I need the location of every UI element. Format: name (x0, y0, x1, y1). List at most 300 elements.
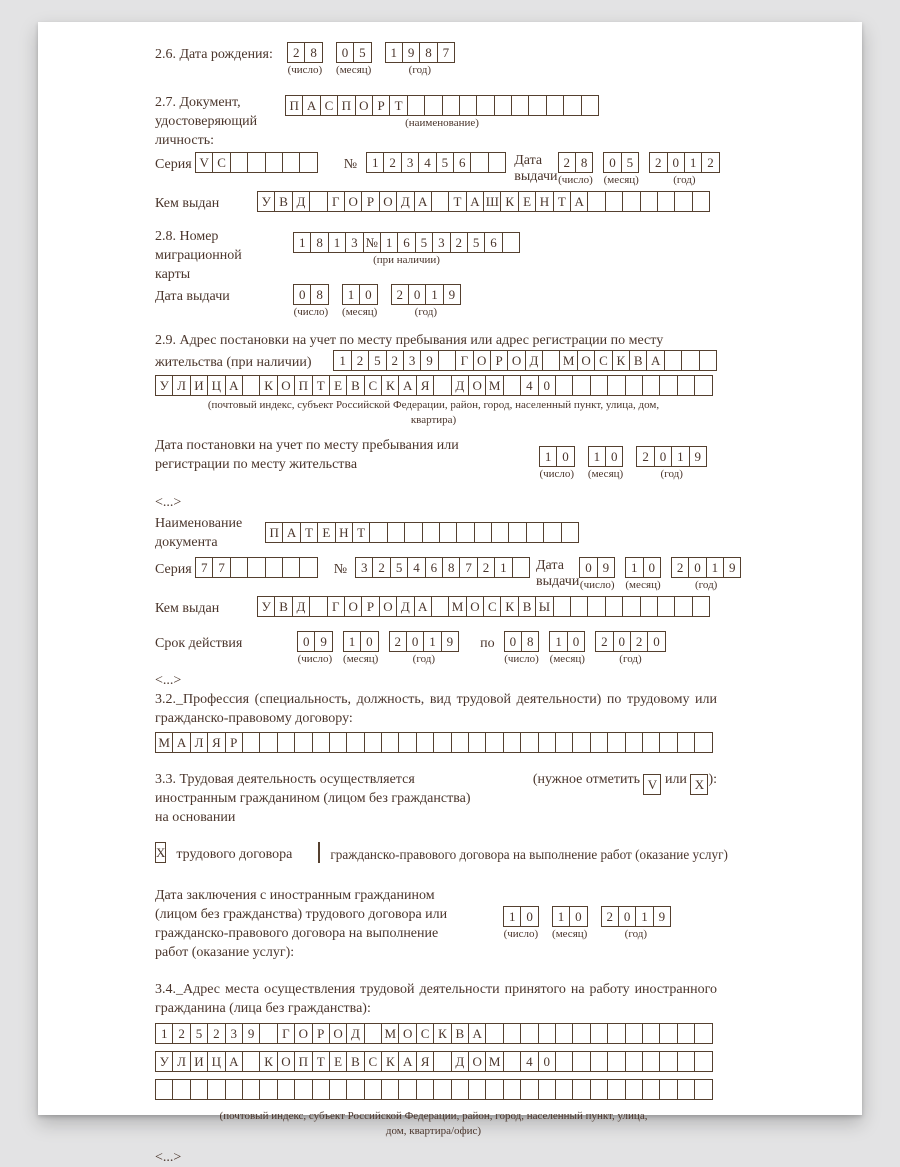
label-line: иностранным гражданином (лицом без гражданства) (155, 791, 471, 806)
char-cell: 2 (595, 631, 613, 652)
char-cell (555, 732, 573, 753)
char-cell (538, 1079, 556, 1100)
patent-series-cells (195, 557, 318, 578)
char-cell (247, 557, 265, 578)
date-day (539, 446, 575, 481)
char-cell: Я (207, 732, 225, 753)
char-cell (570, 596, 588, 617)
date-caption: (число) (293, 306, 329, 318)
char-cell: Т (448, 191, 466, 212)
char-cell (572, 1079, 590, 1100)
patent-issue-date-cells (579, 557, 751, 592)
registration-date-label (155, 436, 459, 474)
char-cell (503, 1023, 521, 1044)
issue-date-label (536, 557, 579, 590)
char-cell: 0 (538, 1051, 556, 1072)
date-caption: (число) (539, 468, 575, 480)
date-caption: (число) (297, 653, 333, 665)
char-cell (485, 1079, 503, 1100)
char-cell (677, 1023, 695, 1044)
char-cell (282, 557, 300, 578)
char-cell: 0 (556, 446, 574, 467)
char-cell: 5 (190, 1023, 208, 1044)
char-cell: А (646, 350, 664, 371)
char-cell: Т (312, 375, 330, 396)
date-caption: (месяц) (625, 579, 661, 591)
char-cell: Г (327, 596, 345, 617)
char-cell: С (416, 1023, 434, 1044)
char-cell: 9 (242, 1023, 260, 1044)
mark-x-box: X (690, 774, 708, 795)
ellipsis-marker: <...> (155, 673, 182, 688)
migration-card-number-cells (293, 232, 520, 253)
date-year (601, 906, 672, 941)
char-cell (442, 95, 460, 116)
char-cell: К (381, 1051, 399, 1072)
char-cell (642, 1079, 660, 1100)
char-cell: А (414, 596, 432, 617)
char-cell (555, 375, 573, 396)
char-cell (677, 1079, 695, 1100)
label-line: Дата заключения с иностранным гражданином (155, 888, 435, 903)
char-cell (692, 596, 710, 617)
char-cell: 9 (443, 284, 461, 305)
char-cell (299, 557, 317, 578)
char-cell (553, 596, 571, 617)
checkbox-labor-contract: X (155, 842, 166, 863)
char-cell (607, 1023, 625, 1044)
char-cell: К (259, 1051, 277, 1072)
migration-card-issue-date-row (155, 284, 717, 319)
char-cell (590, 1079, 608, 1100)
char-cell: Н (535, 191, 553, 212)
section-identity-document (155, 93, 717, 150)
char-cell: 8 (442, 557, 460, 578)
char-cell (677, 1051, 695, 1072)
label-line: удостоверяющий (155, 114, 258, 129)
label-line: Наименование (155, 516, 243, 531)
date-caption: (число) (287, 64, 323, 76)
char-cell: Л (172, 1051, 190, 1072)
char-cell (694, 1079, 712, 1100)
contract-date-label (155, 886, 503, 962)
profession-cells (155, 732, 713, 753)
date-month (625, 557, 661, 592)
char-cell (543, 522, 561, 543)
char-cell (590, 375, 608, 396)
char-cell (572, 732, 590, 753)
char-cell: 8 (310, 232, 328, 253)
char-cell: 9 (653, 906, 671, 927)
char-cell: М (485, 1051, 503, 1072)
date-day (504, 631, 540, 666)
date-month (336, 42, 372, 77)
char-cell (520, 732, 538, 753)
char-cell (677, 732, 695, 753)
char-cell (259, 1079, 277, 1100)
char-cell: 4 (520, 375, 538, 396)
char-cell (242, 1079, 260, 1100)
char-cell: 2 (601, 906, 619, 927)
date-caption: (месяц) (336, 64, 372, 76)
date-day (287, 42, 323, 77)
char-cell (404, 522, 422, 543)
char-cell: Т (300, 522, 318, 543)
char-cell (542, 350, 560, 371)
birth-date-label: 2.6. Дата рождения: (155, 47, 273, 62)
char-cell: О (466, 596, 484, 617)
char-cell (346, 1079, 364, 1100)
char-cell (470, 152, 488, 173)
char-cell: А (172, 732, 190, 753)
label-line: гражданско-правового договора на выполнение (155, 926, 439, 941)
char-cell (329, 1079, 347, 1100)
char-cell: 9 (402, 42, 420, 63)
char-cell (433, 732, 451, 753)
patent-number-cells (355, 557, 530, 578)
ellipsis-marker: <...> (155, 495, 182, 510)
char-cell (381, 1079, 399, 1100)
char-cell: 0 (569, 906, 587, 927)
date-caption: (число) (504, 653, 539, 665)
passport-series-row (155, 152, 717, 187)
validity-to-cells (504, 631, 676, 666)
char-cell: Д (292, 596, 310, 617)
char-cell (590, 732, 608, 753)
char-cell: Д (396, 596, 414, 617)
char-cell (520, 1079, 538, 1100)
char-cell (294, 1079, 312, 1100)
char-cell: 2 (649, 152, 667, 173)
date-caption: (число) (579, 579, 615, 591)
char-cell: 2 (391, 284, 409, 305)
char-cell: И (190, 1051, 208, 1072)
registration-date-cells (539, 446, 707, 481)
char-cell: 2 (207, 1023, 225, 1044)
char-cell: 0 (688, 557, 706, 578)
char-cell (528, 95, 546, 116)
char-cell: Л (190, 732, 208, 753)
date-day (503, 906, 539, 941)
char-cell (508, 522, 526, 543)
char-cell: 2 (172, 1023, 190, 1044)
char-cell (607, 1079, 625, 1100)
char-cell (659, 375, 677, 396)
char-cell: А (570, 191, 588, 212)
char-cell: 0 (605, 446, 623, 467)
char-cell (659, 1079, 677, 1100)
label-line: на основании (155, 810, 236, 825)
char-cell: 8 (575, 152, 593, 173)
char-cell: 1 (328, 232, 346, 253)
char-cell (438, 350, 456, 371)
char-cell: О (344, 191, 362, 212)
char-cell: В (518, 596, 536, 617)
registration-address-row-1 (155, 350, 717, 372)
char-cell: 6 (453, 152, 471, 173)
char-cell: Ц (207, 375, 225, 396)
permit-doc-name-cells (265, 522, 579, 543)
char-cell: П (337, 95, 355, 116)
issued-by-label: Кем выдан (155, 601, 220, 616)
char-cell (625, 732, 643, 753)
char-cell: 2 (383, 152, 401, 173)
char-cell: А (398, 1051, 416, 1072)
char-cell: В (274, 596, 292, 617)
char-cell (502, 232, 520, 253)
char-cell: Т (553, 191, 571, 212)
char-cell (451, 732, 469, 753)
label-line: выдачи (514, 169, 558, 184)
char-cell: 1 (706, 557, 724, 578)
char-cell: С (594, 350, 612, 371)
char-cell: 1 (380, 232, 398, 253)
civil-contract-label: гражданско-правового договора на выполнение работ (оказание услуг) (330, 847, 728, 862)
char-cell: А (302, 95, 320, 116)
char-cell (622, 596, 640, 617)
label-line: Дата (536, 558, 564, 573)
char-cell (329, 732, 347, 753)
char-cell: 8 (304, 42, 322, 63)
mark-note-pre: (нужное отметить (532, 772, 640, 787)
char-cell (694, 1023, 712, 1044)
registration-address-text-1: 2.9. Адрес постановки на учет по месту пребывания или адрес регистрации по месту (155, 333, 664, 348)
contract-date-cells (503, 906, 671, 941)
date-month (588, 446, 624, 481)
char-cell: 9 (597, 557, 615, 578)
date-year (385, 42, 456, 77)
char-cell: Я (416, 375, 434, 396)
profession-text: 3.2._Профессия (специальность, должность, вид трудовой деятельности) по трудовому или гражданско-правовому договору: (155, 692, 717, 726)
section-permit-document (155, 514, 717, 552)
char-cell (242, 1051, 260, 1072)
char-cell: С (320, 95, 338, 116)
section-birth-date (155, 42, 717, 77)
char-cell (503, 732, 521, 753)
char-cell (346, 732, 364, 753)
char-cell: Р (225, 732, 243, 753)
char-cell: О (473, 350, 491, 371)
char-cell (607, 375, 625, 396)
char-cell (259, 1023, 277, 1044)
char-cell (607, 1051, 625, 1072)
char-cell: 9 (723, 557, 741, 578)
char-cell (431, 596, 449, 617)
char-cell (681, 350, 699, 371)
char-cell (640, 191, 658, 212)
char-cell (416, 1079, 434, 1100)
char-cell: А (398, 375, 416, 396)
char-cell: М (155, 732, 173, 753)
char-cell (659, 1051, 677, 1072)
mark-note-post: ): (708, 772, 717, 787)
char-cell: 4 (407, 557, 425, 578)
char-cell: 0 (654, 446, 672, 467)
char-cell: П (294, 375, 312, 396)
char-cell: О (355, 95, 373, 116)
char-cell: Е (518, 191, 536, 212)
char-cell: № (363, 232, 381, 253)
char-cell: 5 (390, 557, 408, 578)
ellipsis-marker: <...> (155, 1150, 182, 1165)
char-cell (659, 732, 677, 753)
char-cell (155, 1079, 173, 1100)
label-line: Дата постановки на учет по месту пребывания или (155, 438, 459, 453)
char-cell: Е (317, 522, 335, 543)
series-label: Серия (155, 157, 192, 172)
date-day (558, 152, 594, 187)
char-cell (694, 732, 712, 753)
date-day (297, 631, 333, 666)
char-cell: 2 (636, 446, 654, 467)
char-cell (247, 152, 265, 173)
char-cell (282, 152, 300, 173)
char-cell (309, 596, 327, 617)
char-cell: 1 (155, 1023, 173, 1044)
char-cell: К (500, 191, 518, 212)
char-cell (674, 596, 692, 617)
char-cell: Д (525, 350, 543, 371)
char-cell: А (282, 522, 300, 543)
char-cell: 5 (415, 232, 433, 253)
contract-type-row (155, 842, 728, 864)
date-caption: (месяц) (343, 653, 379, 665)
char-cell (605, 191, 623, 212)
char-cell: О (468, 1051, 486, 1072)
char-cell: Н (335, 522, 353, 543)
char-cell (172, 1079, 190, 1100)
char-cell (625, 1051, 643, 1072)
char-cell (456, 522, 474, 543)
validity-label: Срок действия (155, 636, 243, 651)
char-cell: 1 (342, 284, 360, 305)
char-cell: Г (455, 350, 473, 371)
char-cell: А (468, 1023, 486, 1044)
passport-series-cells (195, 152, 318, 173)
char-cell (312, 1079, 330, 1100)
char-cell: У (257, 596, 275, 617)
date-year (649, 152, 720, 187)
char-cell: 4 (418, 152, 436, 173)
number-label: № (343, 157, 358, 172)
char-cell (494, 95, 512, 116)
char-cell (526, 522, 544, 543)
passport-issuer-row (155, 191, 717, 213)
date-caption: (месяц) (552, 928, 588, 940)
char-cell (491, 522, 509, 543)
char-cell: В (451, 1023, 469, 1044)
date-caption: (год) (414, 306, 438, 318)
date-day (579, 557, 615, 592)
char-cell (520, 1023, 538, 1044)
char-cell: 3 (355, 557, 373, 578)
label-line: работ (оказание услуг): (155, 945, 295, 960)
registration-address-cells-1 (333, 350, 717, 371)
char-cell: О (379, 596, 397, 617)
char-cell (657, 191, 675, 212)
identity-doc-label (155, 93, 285, 150)
char-cell (364, 732, 382, 753)
char-cell (190, 1079, 208, 1100)
work-address-text: 3.4._Адрес места осуществления трудовой деятельности принятого на работу иностранного гражданина (лица без гражданства): (155, 982, 717, 1016)
char-cell: 2 (558, 152, 576, 173)
char-cell: 5 (368, 350, 386, 371)
char-cell: В (346, 1051, 364, 1072)
char-cell: А (414, 191, 432, 212)
char-cell: Д (451, 1051, 469, 1072)
char-cell (538, 732, 556, 753)
char-cell: 0 (579, 557, 597, 578)
char-cell (277, 1079, 295, 1100)
char-cell: А (225, 1051, 243, 1072)
char-cell: Г (327, 191, 345, 212)
date-month (549, 631, 585, 666)
migration-card-caption: (при наличии) (373, 254, 440, 266)
patent-issuer-row (155, 596, 717, 618)
char-cell: 0 (647, 631, 665, 652)
char-cell: 0 (336, 42, 354, 63)
char-cell: 1 (494, 557, 512, 578)
char-cell: 1 (549, 631, 567, 652)
char-cell (694, 1051, 712, 1072)
char-cell: 6 (397, 232, 415, 253)
char-cell: Р (490, 350, 508, 371)
char-cell (277, 732, 295, 753)
char-cell: 1 (552, 906, 570, 927)
char-cell: 5 (436, 152, 454, 173)
char-cell: Д (451, 375, 469, 396)
char-cell: Д (346, 1023, 364, 1044)
char-cell: 6 (425, 557, 443, 578)
contract-date-row (155, 886, 717, 962)
char-cell (572, 375, 590, 396)
char-cell: Я (416, 1051, 434, 1072)
date-caption: (год) (673, 174, 696, 186)
char-cell (369, 522, 387, 543)
char-cell (625, 1023, 643, 1044)
char-cell: Л (172, 375, 190, 396)
checkbox-civil-contract (318, 842, 320, 863)
char-cell (622, 191, 640, 212)
char-cell: Т (312, 1051, 330, 1072)
char-cell (555, 1079, 573, 1100)
char-cell: М (448, 596, 466, 617)
char-cell (299, 152, 317, 173)
char-cell: 2 (372, 557, 390, 578)
date-caption: (год) (660, 468, 683, 480)
char-cell (640, 596, 658, 617)
date-year (391, 284, 462, 319)
char-cell: 1 (385, 42, 403, 63)
char-cell (294, 732, 312, 753)
char-cell: М (381, 1023, 399, 1044)
form-page (38, 22, 862, 1165)
char-cell: О (507, 350, 525, 371)
char-cell: 8 (521, 631, 539, 652)
char-cell: А (225, 375, 243, 396)
work-address-cells-3 (155, 1079, 713, 1100)
char-cell (459, 95, 477, 116)
char-cell: У (257, 191, 275, 212)
char-cell: 9 (314, 631, 332, 652)
label-line: Дата (514, 153, 543, 168)
date-caption: (год) (408, 64, 432, 76)
label-line: 2.8. Номер (155, 229, 219, 244)
char-cell: Ш (483, 191, 501, 212)
date-caption: (месяц) (342, 306, 378, 318)
char-cell: 2 (389, 631, 407, 652)
char-cell: 1 (333, 350, 351, 371)
